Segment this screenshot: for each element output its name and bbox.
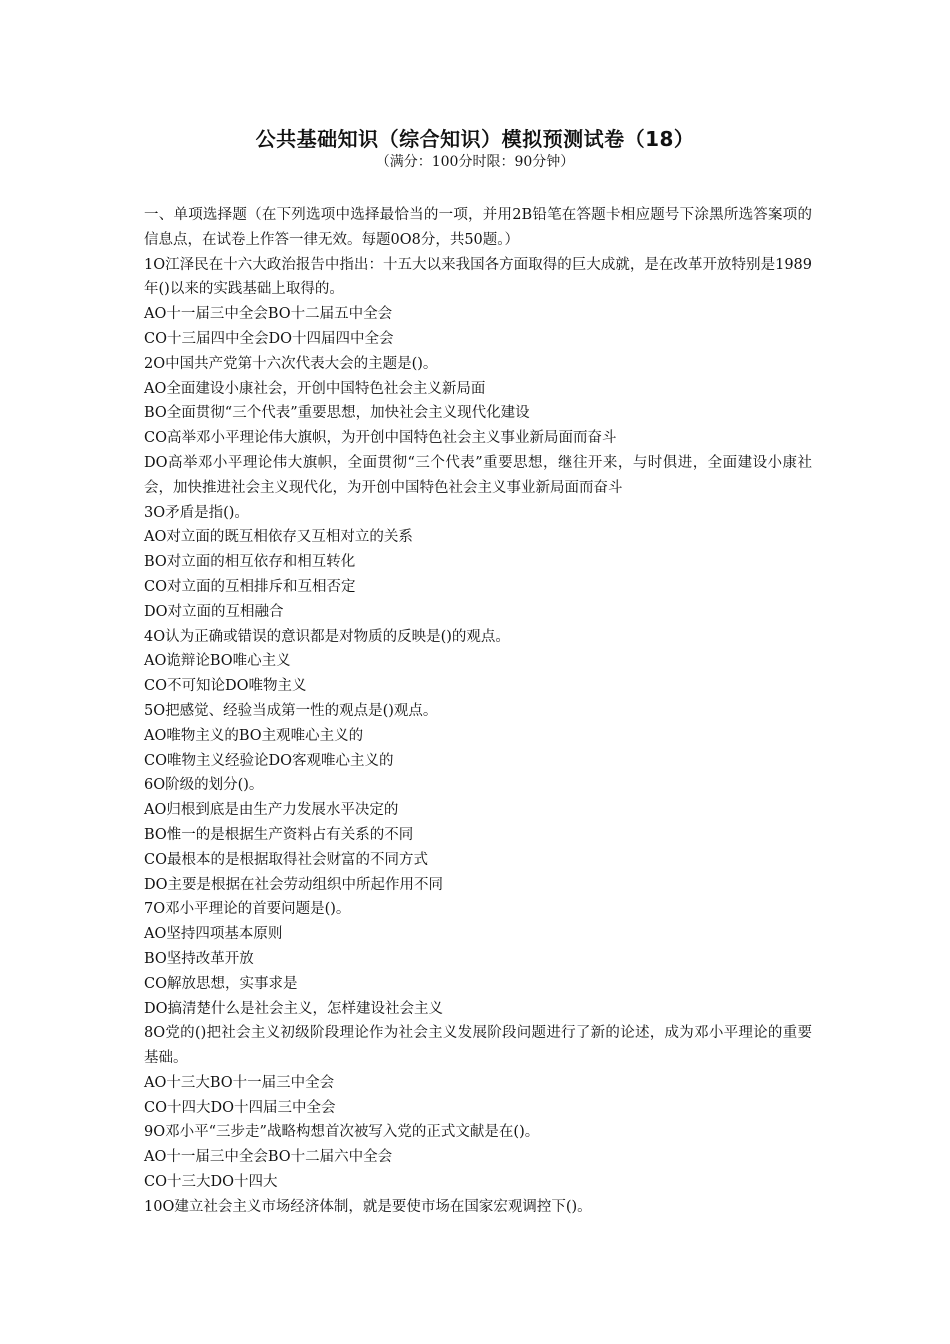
question-4-options-ab: AO诡辩论BO唯心主义 (144, 653, 291, 670)
question-4-options-cd: CO不可知论DO唯物主义 (144, 678, 307, 695)
question-5-options-cd: CO唯物主义经验论DO客观唯心主义的 (144, 752, 394, 769)
question-9-options-ab: AO十一届三中全会BO十二届六中全会 (144, 1149, 393, 1166)
question-4: 4O认为正确或错误的意识都是对物质的反映是()的观点。 (144, 628, 510, 645)
question-1: 1O江泽民在十六大政治报告中指出：十五大以来我国各方面取得的巨大成就，是在改革开放特别是1989年()以来的实践基础上取得的。 (144, 256, 812, 298)
question-2-option-b: BO全面贯彻“三个代表”重要思想，加快社会主义现代化建设 (144, 405, 530, 422)
question-7-option-b: BO坚持改革开放 (144, 950, 254, 967)
question-9-options-cd: CO十三大DO十四大 (144, 1174, 278, 1191)
question-3-option-c: CO对立面的互相排斥和互相否定 (144, 578, 356, 595)
document-body (144, 203, 812, 1220)
question-6-option-c: CO最根本的是根据取得社会财富的不同方式 (144, 851, 428, 868)
question-6-option-d: DO主要是根据在社会劳动组织中所起作用不同 (144, 876, 444, 893)
question-9: 9O邓小平“三步走”战略构想首次被写入党的正式文献是在()。 (144, 1124, 540, 1141)
question-2: 2O中国共产党第十六次代表大会的主题是()。 (144, 355, 438, 372)
question-3: 3O矛盾是指()。 (144, 504, 249, 521)
exam-info-subtitle: （满分：100分时限：90分钟） (375, 154, 575, 170)
question-7-option-c: CO解放思想，实事求是 (144, 975, 298, 992)
question-1-options-cd: CO十三届四中全会DO十四届四中全会 (144, 330, 394, 347)
question-8-options-cd: CO十四大DO十四届三中全会 (144, 1099, 336, 1116)
question-2-option-a: AO全面建设小康社会，开创中国特色社会主义新局面 (144, 380, 486, 397)
question-6-option-a: AO归根到底是由生产力发展水平决定的 (144, 802, 399, 819)
question-5: 5O把感觉、经验当成第一性的观点是()观点。 (144, 702, 438, 719)
section-instructions: 一、单项选择题（在下列选项中选择最恰当的一项，并用2B铅笔在答题卡相应题号下涂黑所选答案项的信息点，在试卷上作答一律无效。每题0O8分，共50题。） (144, 207, 812, 248)
question-3-option-b: BO对立面的相互依存和相互转化 (144, 554, 356, 571)
question-7-option-d: DO搞清楚什么是社会主义，怎样建设社会主义 (144, 1000, 444, 1017)
question-1-options-ab: AO十一届三中全会BO十二届五中全会 (144, 306, 393, 323)
question-6: 6O阶级的划分()。 (144, 777, 264, 794)
question-10: 10O建立社会主义市场经济体制，就是要使市场在国家宏观调控下()。 (144, 1198, 592, 1215)
question-6-option-b: BO惟一的是根据生产资料占有关系的不同 (144, 826, 414, 843)
question-3-option-a: AO对立面的既互相依存又互相对立的关系 (144, 529, 413, 546)
question-2-option-d: DO高举邓小平理论伟大旗帜，全面贯彻“三个代表”重要思想，继往开来，与时俱进，全面建设小康社会，加快推进社会主义现代化，为开创中国特色社会主义事业新局面而奋斗 (144, 454, 812, 496)
question-7: 7O邓小平理论的首要问题是()。 (144, 901, 351, 918)
question-7-option-a: AO坚持四项基本原则 (144, 926, 283, 943)
question-8-options-ab: AO十三大BO十一届三中全会 (144, 1074, 335, 1091)
question-3-option-d: DO对立面的互相融合 (144, 603, 284, 620)
question-2-option-c: CO高举邓小平理论伟大旗帜，为开创中国特色社会主义事业新局面而奋斗 (144, 430, 617, 447)
question-5-options-ab: AO唯物主义的BO主观唯心主义的 (144, 727, 364, 744)
page-title: 公共基础知识（综合知识）模拟预测试卷（18） (255, 127, 695, 151)
question-8: 8O党的()把社会主义初级阶段理论作为社会主义发展阶段问题进行了新的论述，成为邓小平理论的重要基础。 (144, 1025, 812, 1067)
